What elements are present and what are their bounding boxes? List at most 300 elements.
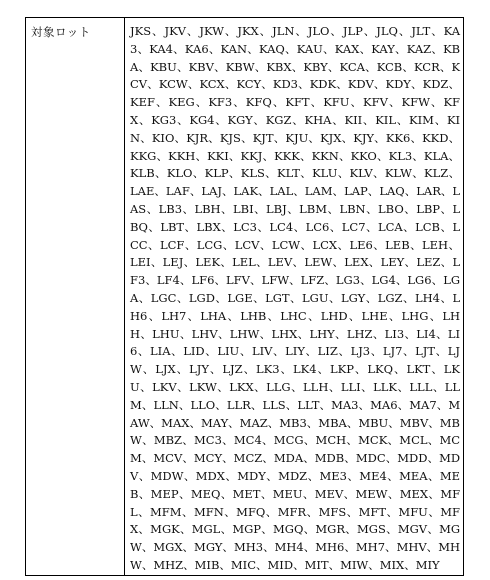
lot-code-separator: 、 — [176, 112, 190, 127]
lot-code: LKT — [406, 362, 431, 377]
lot-code-separator: 、 — [181, 504, 194, 519]
lot-code-separator: 、 — [448, 237, 461, 252]
lot-code: MCK — [358, 433, 388, 448]
lot-code: LBH — [194, 201, 221, 216]
lot-code: LEW — [304, 255, 333, 270]
lot-code: KA6 — [184, 41, 209, 56]
lot-code: LFZ — [300, 273, 325, 288]
lot-code: MEB — [130, 468, 461, 501]
lot-code: MB3 — [279, 415, 307, 430]
lot-code-separator: 、 — [306, 308, 321, 323]
lot-code-separator: 、 — [291, 112, 305, 127]
lot-code: LHU — [152, 326, 180, 341]
lot-code-separator: 、 — [178, 486, 191, 501]
lot-code-separator: 、 — [306, 504, 319, 519]
lot-code-separator: 、 — [359, 41, 372, 56]
lot-code-separator: 、 — [182, 540, 195, 555]
lot-code: LGY — [341, 290, 366, 305]
lot-code-separator: 、 — [412, 148, 424, 163]
lot-code-separator: 、 — [365, 290, 378, 305]
lot-code: KFX — [130, 95, 461, 127]
lot-code-separator: 、 — [396, 379, 410, 394]
lot-code: MCY — [193, 451, 223, 466]
lot-code: LC6 — [305, 219, 330, 234]
table-row — [26, 18, 464, 576]
lot-code: MFM — [150, 504, 182, 519]
lot-code-separator: 、 — [346, 504, 359, 519]
lot-code-separator: 、 — [183, 557, 195, 572]
lot-code: MEP — [150, 486, 179, 501]
lot-code: LCW — [271, 237, 301, 252]
lot-code: LCC — [130, 219, 461, 252]
lot-code-separator: 、 — [308, 130, 321, 145]
lot-code: MDZ — [278, 468, 308, 483]
lot-code: LAS — [130, 184, 461, 216]
lot-code-separator: 、 — [427, 468, 440, 483]
lot-code: KFV — [363, 95, 388, 110]
lot-code: MDA — [273, 451, 304, 466]
lot-code: MBA — [318, 415, 347, 430]
lot-code-separator: 、 — [285, 397, 298, 412]
lot-code: KA3 — [130, 24, 461, 56]
lot-code-separator: 、 — [431, 273, 444, 288]
lot-code-separator: 、 — [433, 112, 447, 127]
lot-code: MDD — [397, 451, 428, 466]
lot-code-separator: 、 — [184, 219, 197, 234]
lot-code-separator: 、 — [154, 184, 166, 199]
lot-code: LGD — [188, 290, 215, 305]
lot-code: LCG — [196, 237, 223, 252]
lot-code-separator: 、 — [185, 24, 200, 38]
lot-code: MGP — [232, 522, 262, 537]
lot-code: LK4 — [293, 362, 317, 377]
lot-code-separator: 、 — [448, 148, 461, 163]
lot-code-separator: 、 — [253, 379, 267, 394]
lot-code: LGC — [150, 290, 177, 305]
lot-code-separator: 、 — [411, 166, 425, 181]
lot-code-separator: 、 — [221, 184, 234, 199]
lot-code-separator: 、 — [222, 540, 234, 555]
lot-code: LHW — [229, 326, 260, 341]
lot-code-separator: 、 — [179, 273, 192, 288]
lot-code-separator: 、 — [183, 255, 196, 270]
lot-code-separator: 、 — [224, 77, 237, 92]
lot-code: KAN — [220, 41, 248, 56]
lot-code: LG4 — [371, 273, 396, 288]
lot-code-separator: 、 — [435, 326, 448, 341]
lot-code-separator: 、 — [319, 397, 332, 412]
lot-code: KIL — [375, 112, 396, 127]
lot-code-separator: 、 — [395, 273, 408, 288]
lot-code: MCG — [273, 433, 304, 448]
lot-code-separator: 、 — [182, 433, 195, 448]
lot-code-separator: 、 — [372, 166, 385, 181]
lot-code: KKI — [207, 148, 229, 163]
lot-code-separator: 、 — [208, 362, 223, 377]
lot-code: LEI — [130, 255, 151, 270]
lot-code-separator: 、 — [435, 344, 448, 359]
lot-code: LF4 — [156, 273, 180, 288]
lot-code: LCB — [415, 219, 441, 234]
lot-code: KF3 — [208, 95, 233, 110]
lot-code-separator: 、 — [258, 24, 273, 38]
lot-code-separator: 、 — [265, 468, 279, 483]
lot-code: MC4 — [233, 433, 262, 448]
lot-code-separator: 、 — [261, 522, 273, 537]
lot-code: LCF — [159, 237, 185, 252]
lot-code: MIW — [340, 557, 369, 572]
lot-code-separator: 、 — [385, 540, 397, 555]
lot-code: KJY — [353, 130, 375, 145]
lot-code: LCA — [377, 219, 403, 234]
lot-code-separator: 、 — [174, 130, 187, 145]
lot-code-separator: 、 — [302, 486, 315, 501]
lot-code-separator: 、 — [264, 166, 277, 181]
lot-code: KLZ — [424, 166, 449, 181]
lot-code-separator: 、 — [204, 344, 218, 359]
lot-code-separator: 、 — [338, 148, 351, 163]
lot-code-separator: 、 — [327, 59, 340, 74]
lot-code-separator: 、 — [387, 433, 400, 448]
lot-code: LEJ — [162, 255, 184, 270]
lot-code: JLT — [411, 24, 431, 38]
lot-code: KFU — [323, 95, 350, 110]
lot-code-separator: 、 — [307, 468, 320, 483]
lot-code-separator: 、 — [141, 540, 154, 555]
lot-code-separator: 、 — [387, 486, 400, 501]
lot-code: LF3 — [130, 255, 461, 288]
lot-code: MCH — [315, 433, 347, 448]
lot-code-separator: 、 — [409, 237, 423, 252]
lot-code-separator: 、 — [427, 522, 440, 537]
lot-code: LFW — [261, 273, 290, 288]
lot-code-separator: 、 — [138, 59, 151, 74]
lot-code: KG3 — [151, 112, 177, 127]
lot-code-separator: 、 — [154, 166, 167, 181]
lot-code-separator: 、 — [179, 326, 192, 341]
lot-code: KKK — [274, 148, 300, 163]
lot-code-separator: 、 — [374, 130, 386, 145]
lot-table — [25, 17, 464, 576]
lot-code: LBJ — [266, 201, 287, 216]
lot-code-separator: 、 — [410, 77, 423, 92]
lot-code: KAZ — [406, 41, 432, 56]
lot-code-separator: 、 — [346, 415, 359, 430]
lot-code: KCW — [158, 77, 188, 92]
lot-code-separator: 、 — [259, 326, 272, 341]
lot-code-separator: 、 — [303, 540, 316, 555]
lot-code: KJX — [320, 130, 342, 145]
lot-code-separator: 、 — [404, 255, 417, 270]
lot-code-separator: 、 — [214, 273, 227, 288]
lot-code-separator: 、 — [387, 308, 402, 323]
lot-code-separator: 、 — [266, 308, 281, 323]
lot-code: LC7 — [341, 219, 366, 234]
lot-code-separator: 、 — [272, 344, 286, 359]
lot-code: KCR — [414, 59, 440, 74]
lot-code-separator: 、 — [176, 379, 190, 394]
lot-code: KKN — [311, 148, 339, 163]
lot-code-separator: 、 — [141, 557, 154, 572]
lot-code: LGZ — [377, 290, 403, 305]
lot-code: KKD — [422, 130, 449, 145]
lot-code-separator: 、 — [448, 77, 461, 92]
lot-code: KIM — [409, 112, 434, 127]
lot-code-separator: 、 — [300, 237, 313, 252]
lot-code-separator: 、 — [214, 112, 228, 127]
lot-code: MGK — [150, 522, 180, 537]
lot-code: KL3 — [388, 148, 413, 163]
lot-code: LKU — [130, 362, 461, 394]
lot-code-separator: 、 — [349, 95, 364, 110]
lot-code-separator: 、 — [252, 290, 266, 305]
lot-code: MFX — [130, 504, 461, 537]
lot-code-separator: 、 — [253, 201, 267, 216]
lot-code-separator: 、 — [179, 522, 192, 537]
lot-code: LKP — [329, 362, 354, 377]
lot-code-separator: 、 — [337, 237, 350, 252]
lot-code-separator: 、 — [141, 362, 156, 377]
lot-code: LIV — [251, 344, 273, 359]
lot-code: LIU — [217, 344, 240, 359]
lot-code-separator: 、 — [137, 344, 151, 359]
lot-code: MAX — [161, 415, 190, 430]
lot-code: LC3 — [233, 219, 257, 234]
lot-code: MDX — [195, 468, 225, 483]
lot-code: KBX — [266, 59, 292, 74]
lot-code-separator: 、 — [262, 148, 275, 163]
lot-code: KA4 — [149, 41, 173, 56]
lot-code-separator: 、 — [184, 237, 197, 252]
lot-code-separator: 、 — [252, 112, 266, 127]
lot-code-separator: 、 — [395, 112, 410, 127]
lot-code-separator: 、 — [289, 290, 303, 305]
lot-code: LJ7 — [382, 344, 403, 359]
lot-code-separator: 、 — [138, 112, 152, 127]
lot-code-separator: 、 — [360, 273, 372, 288]
lot-code: LAK — [233, 184, 259, 199]
lot-code: MGX — [153, 540, 183, 555]
lot-code-separator: 、 — [187, 77, 200, 92]
lot-code: LIZ — [317, 344, 338, 359]
lot-code-separator: 、 — [140, 326, 153, 341]
lot-code-separator: 、 — [273, 130, 286, 145]
lot-code: JKW — [199, 24, 224, 38]
lot-code-separator: 、 — [279, 362, 294, 377]
lot-code: LLO — [190, 397, 216, 412]
lot-code-separator: 、 — [293, 219, 306, 234]
lot-code: LI3 — [384, 326, 405, 341]
lot-code-separator: 、 — [428, 486, 441, 501]
lot-code: LB3 — [158, 201, 183, 216]
lot-code-separator: 、 — [362, 112, 376, 127]
lot-code-separator: 、 — [373, 77, 386, 92]
lot-code-separator: 、 — [393, 362, 407, 377]
lot-code-separator: 、 — [427, 451, 440, 466]
lot-code: LLH — [303, 379, 329, 394]
target-lot-label: 対象ロット — [26, 18, 125, 576]
lot-code-separator: 、 — [175, 362, 190, 377]
lot-code: MGY — [194, 540, 223, 555]
lot-code: KJT — [252, 130, 274, 145]
lot-code-separator: 、 — [232, 95, 246, 110]
lot-code: KCA — [339, 59, 365, 74]
lot-code: LH7 — [161, 308, 187, 323]
lot-code: KCB — [376, 59, 403, 74]
lot-code-separator: 、 — [224, 468, 238, 483]
lot-code-separator: 、 — [402, 219, 416, 234]
lot-code: MAZ — [239, 415, 268, 430]
lot-code-separator: 、 — [428, 308, 443, 323]
lot-code-separator: 、 — [316, 362, 330, 377]
lot-code-separator: 、 — [250, 397, 263, 412]
lot-code-separator: 、 — [440, 290, 453, 305]
lot-code-separator: 、 — [263, 540, 275, 555]
lot-code-separator: 、 — [427, 504, 441, 519]
lot-code-separator: 、 — [376, 148, 389, 163]
lot-code: LEZ — [416, 255, 441, 270]
lot-code-separator: 、 — [293, 184, 305, 199]
lot-code-separator: 、 — [182, 201, 195, 216]
lot-code: MET — [232, 486, 261, 501]
lot-code: KFQ — [245, 95, 272, 110]
lot-code: LK3 — [256, 362, 280, 377]
lot-code: KBU — [150, 59, 177, 74]
lot-code: MIX — [379, 557, 405, 572]
lot-code: LGU — [302, 290, 329, 305]
lot-code: MGS — [356, 522, 386, 537]
lot-code-separator: 、 — [306, 415, 319, 430]
lot-code-separator: 、 — [429, 95, 444, 110]
lot-code-separator: 、 — [284, 41, 297, 56]
lot-code-separator: 、 — [329, 219, 342, 234]
lot-code: KCV — [130, 59, 461, 92]
lot-code-separator: 、 — [402, 344, 416, 359]
lot-code: LLK — [373, 379, 397, 394]
lot-code: LIY — [285, 344, 305, 359]
lot-code-separator: 、 — [290, 379, 304, 394]
lot-code: LI4 — [416, 326, 436, 341]
lot-code: MDY — [237, 468, 266, 483]
lot-code-separator: 、 — [178, 397, 191, 412]
lot-code-separator: 、 — [329, 24, 343, 38]
lot-code-separator: 、 — [182, 451, 194, 466]
lot-code: MIT — [304, 557, 329, 572]
lot-code-separator: 、 — [402, 59, 415, 74]
lot-code-separator: 、 — [365, 219, 378, 234]
lot-code: LID — [183, 344, 205, 359]
lot-code: LCV — [234, 237, 260, 252]
lot-code: KDK — [309, 77, 337, 92]
lot-code: LJ3 — [350, 344, 371, 359]
lot-code-separator: 、 — [298, 77, 310, 92]
lot-code-separator: 、 — [222, 451, 234, 466]
lot-code-separator: 、 — [138, 522, 151, 537]
lot-code-separator: 、 — [147, 308, 162, 323]
lot-code-separator: 、 — [176, 290, 189, 305]
lot-code-separator: 、 — [346, 433, 359, 448]
lot-code-separator: 、 — [353, 362, 368, 377]
lot-code: LLT — [297, 397, 320, 412]
lot-code-separator: 、 — [195, 148, 208, 163]
lot-code: MCM — [130, 433, 461, 466]
lot-code-separator: 、 — [137, 41, 150, 56]
lot-code-separator: 、 — [322, 41, 335, 56]
lot-code-separator: 、 — [303, 522, 316, 537]
lot-code: LG3 — [335, 273, 361, 288]
lot-code-separator: 、 — [289, 273, 301, 288]
lot-code-separator: 、 — [255, 255, 268, 270]
lot-code: KCX — [199, 77, 225, 92]
lot-code: LBQ — [130, 201, 461, 234]
lot-code: MHZ — [153, 557, 184, 572]
lot-code-separator: 、 — [368, 255, 381, 270]
lot-code: LG6 — [407, 273, 432, 288]
lot-code: KBY — [303, 59, 328, 74]
lot-code: KDV — [347, 77, 374, 92]
lot-code: LAF — [165, 184, 190, 199]
lot-code-separator: 、 — [410, 130, 423, 145]
lot-code: MFS — [318, 504, 347, 519]
lot-code-separator: 、 — [303, 451, 315, 466]
lot-code-separator: 、 — [372, 237, 386, 252]
lot-code-separator: 、 — [385, 451, 398, 466]
lot-code: MHW — [130, 540, 461, 572]
lot-code: KJS — [219, 130, 241, 145]
lot-code: LHD — [320, 308, 348, 323]
lot-code: LEB — [385, 237, 410, 252]
lot-code-separator: 、 — [370, 344, 383, 359]
lot-code-separator: 、 — [258, 184, 270, 199]
lot-code: MH3 — [233, 540, 264, 555]
lot-code-separator: 、 — [154, 95, 169, 110]
lot-code: KLT — [276, 166, 300, 181]
lot-code: MCV — [153, 451, 183, 466]
lot-code-separator: 、 — [440, 201, 453, 216]
lot-codes-list — [130, 23, 460, 575]
lot-code: LAP — [344, 184, 368, 199]
lot-code-separator: 、 — [341, 130, 354, 145]
lot-code: LHX — [271, 326, 298, 341]
lot-code-separator: 、 — [222, 237, 235, 252]
lot-code-separator: 、 — [336, 77, 348, 92]
lot-code-separator: 、 — [217, 326, 230, 341]
lot-code-separator: 、 — [328, 557, 341, 572]
lot-code-separator: 、 — [385, 522, 398, 537]
lot-code: JKX — [237, 24, 259, 38]
lot-code: LKQ — [367, 362, 394, 377]
lot-code-separator: 、 — [297, 326, 310, 341]
lot-code-separator: 、 — [156, 148, 169, 163]
lot-code: MFN — [193, 504, 224, 519]
lot-code: LC4 — [269, 219, 294, 234]
lot-code-separator: 、 — [286, 201, 300, 216]
lot-code: MBU — [358, 415, 389, 430]
lot-code-separator: 、 — [219, 557, 231, 572]
lot-code-separator: 、 — [271, 95, 286, 110]
lot-code-separator: 、 — [150, 255, 163, 270]
lot-code-separator: 、 — [293, 557, 305, 572]
lot-code-separator: 、 — [194, 95, 209, 110]
lot-code: MBZ — [153, 433, 183, 448]
lot-code: MEV — [314, 486, 344, 501]
lot-code: MFR — [277, 504, 307, 519]
lot-code-separator: 、 — [404, 326, 417, 341]
lot-code: MEU — [272, 486, 303, 501]
lot-code: MDW — [150, 468, 184, 483]
lot-code-separator: 、 — [294, 24, 308, 38]
lot-code-separator: 、 — [141, 451, 154, 466]
